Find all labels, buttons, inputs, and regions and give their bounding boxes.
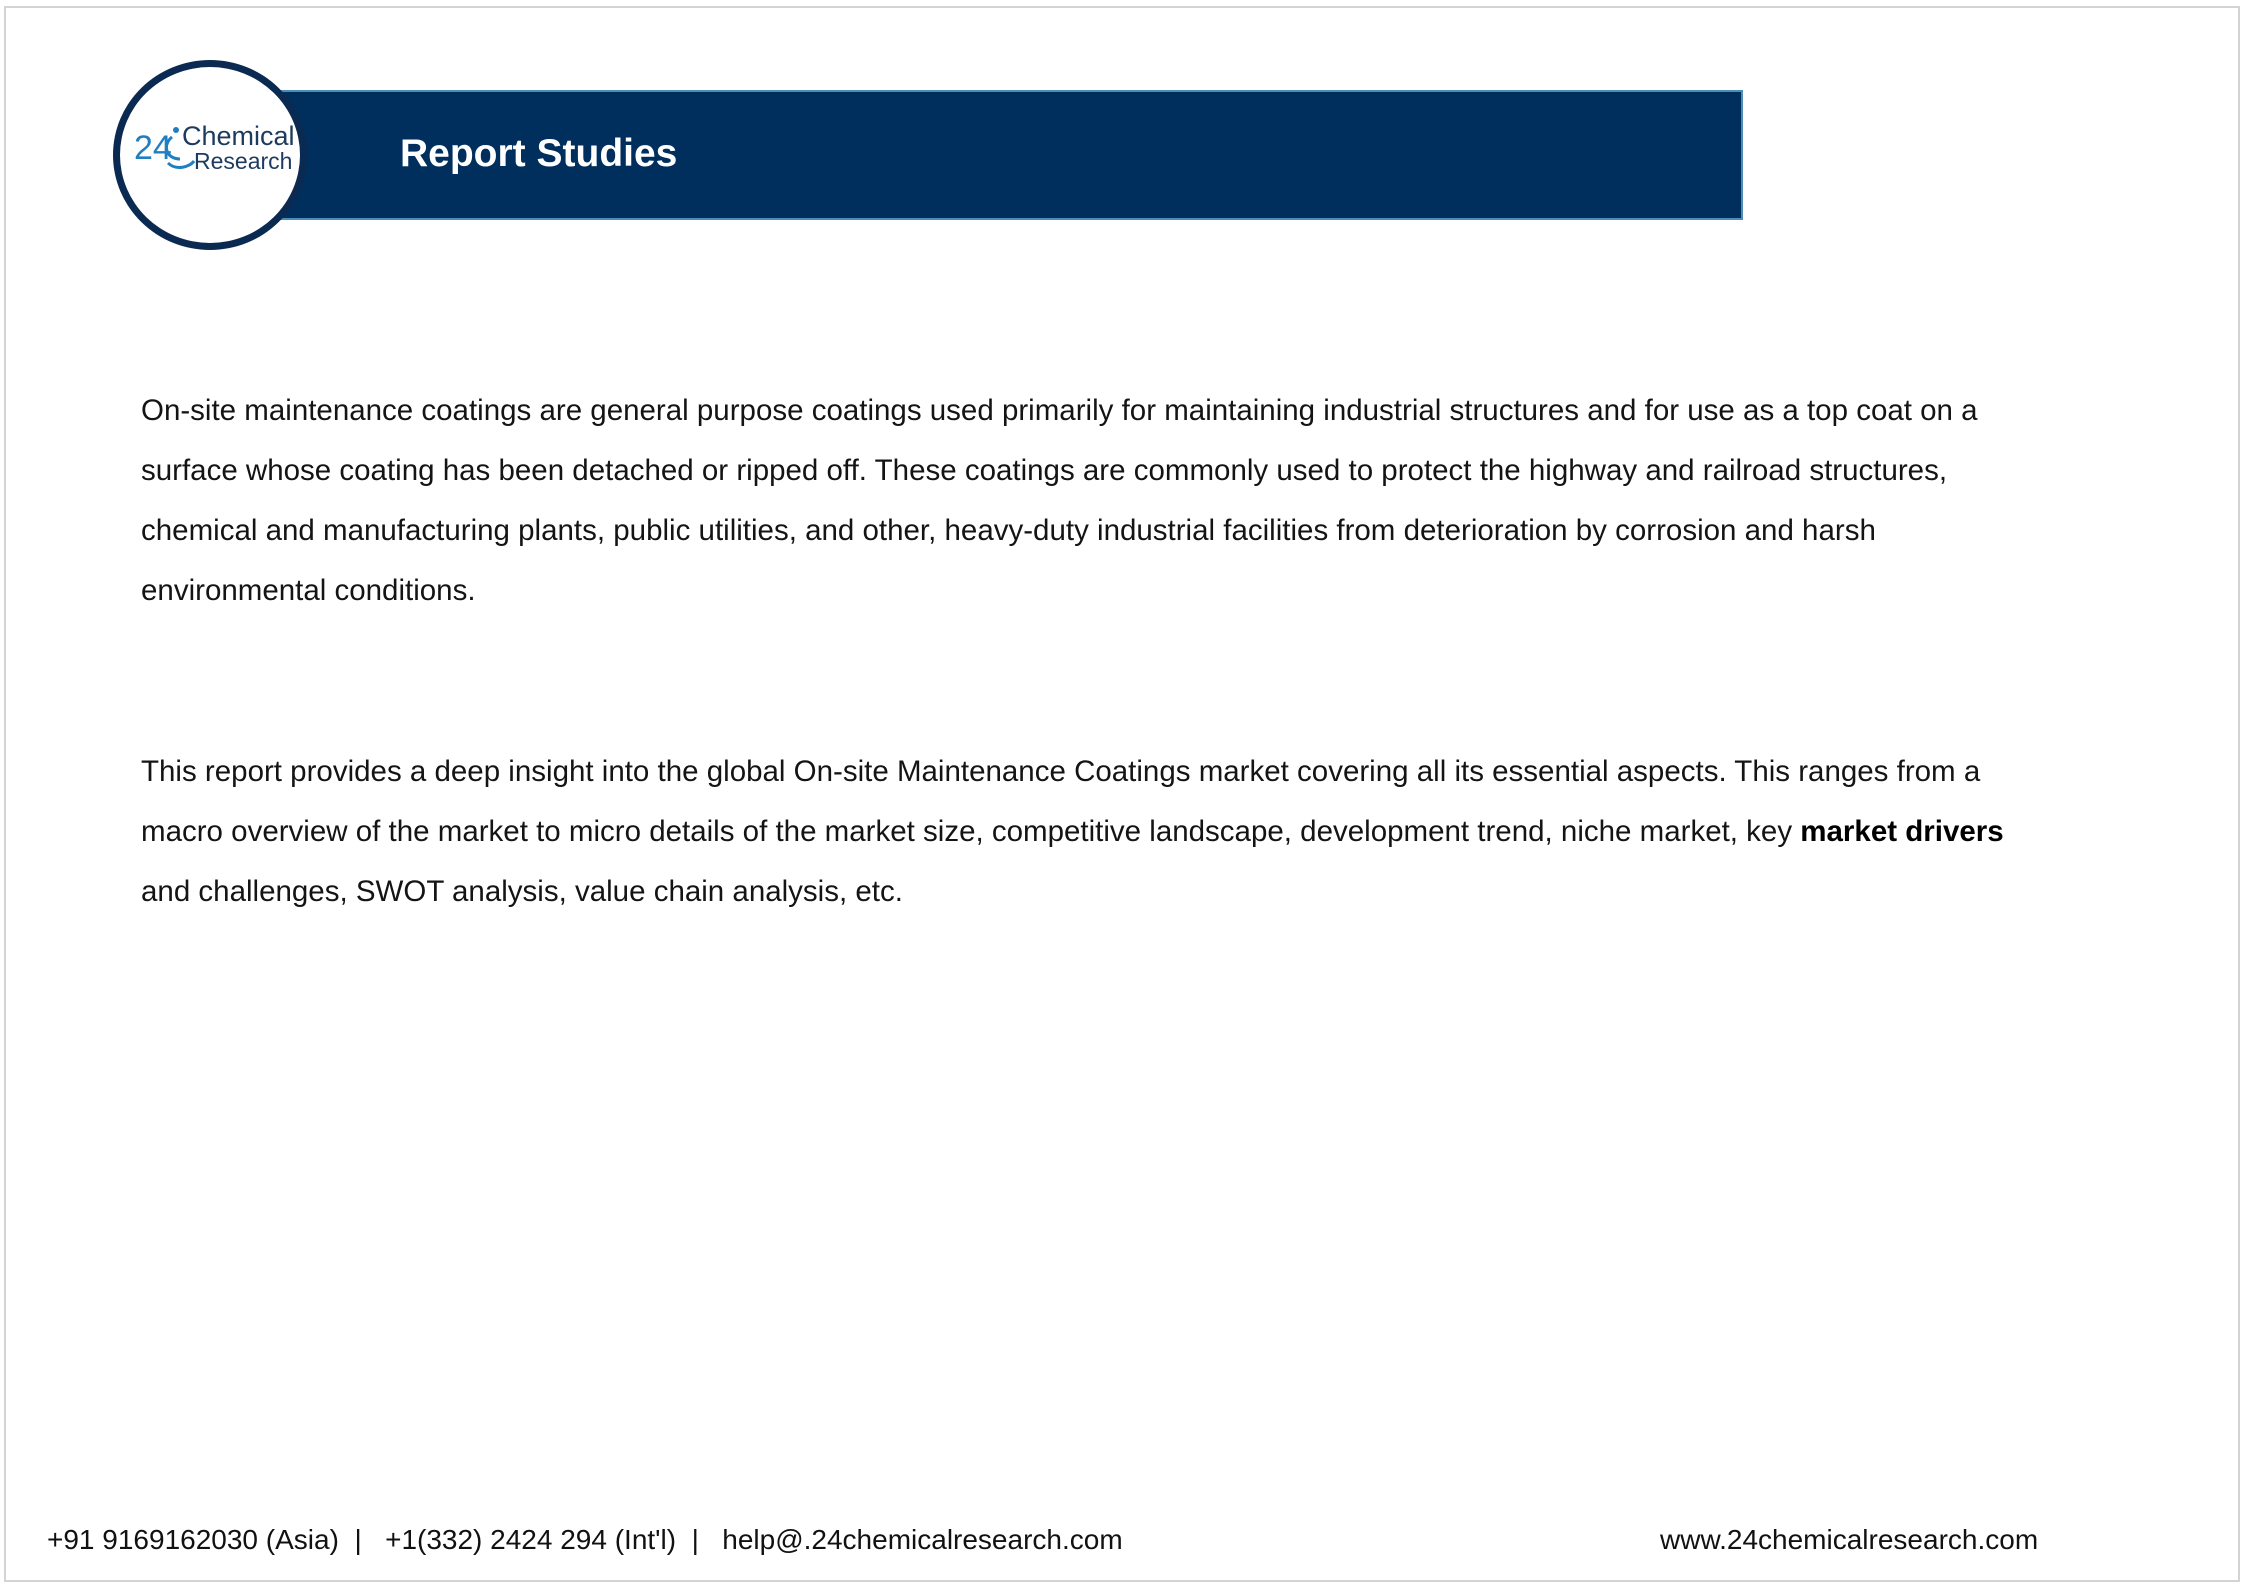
paragraph-text-end: and challenges, SWOT analysis, value chain analysis, etc. (141, 875, 903, 908)
intro-paragraph: On-site maintenance coatings are general purpose coatings used primarily for maintaining industrial structures and for use as a top coat on a surface whose coating has been detached or ripped off. These coatings are commonly used to protect the highway and railroad structures, chemical and manufacturing plants, public utilities, and other, heavy-duty industrial facilities from deterioration by corrosion and harsh environmental conditions. (141, 394, 1978, 607)
bold-keyword: market drivers (1800, 815, 2004, 848)
website-link[interactable]: www.24chemicalresearch.com (1660, 1524, 2039, 1555)
logo-text-research: Research (194, 148, 293, 174)
page-title: Report Studies (400, 132, 678, 175)
footer-separator: | (691, 1524, 699, 1555)
email-link[interactable]: help@.24chemicalresearch.com (722, 1524, 1123, 1555)
footer-separator: | (354, 1524, 362, 1555)
logo-emblem (132, 115, 302, 185)
footer-contacts (47, 1522, 1123, 1558)
logo-number: 24 (134, 129, 172, 167)
logo-text-chemical: Chemical (182, 121, 295, 151)
phone-asia[interactable]: +91 9169162030 (Asia) (47, 1524, 339, 1555)
report-scope-paragraph (141, 742, 2041, 922)
company-logo (113, 60, 307, 250)
paragraph-text: This report provides a deep insight into the global On-site Maintenance Coatings market covering all its essential aspects. This ranges from a macro overview of the market to micro details of the market size, competitive landscape, development trend, niche market, key (141, 755, 1981, 848)
phone-international[interactable]: +1(332) 2424 294 (Int'l) (385, 1524, 677, 1555)
